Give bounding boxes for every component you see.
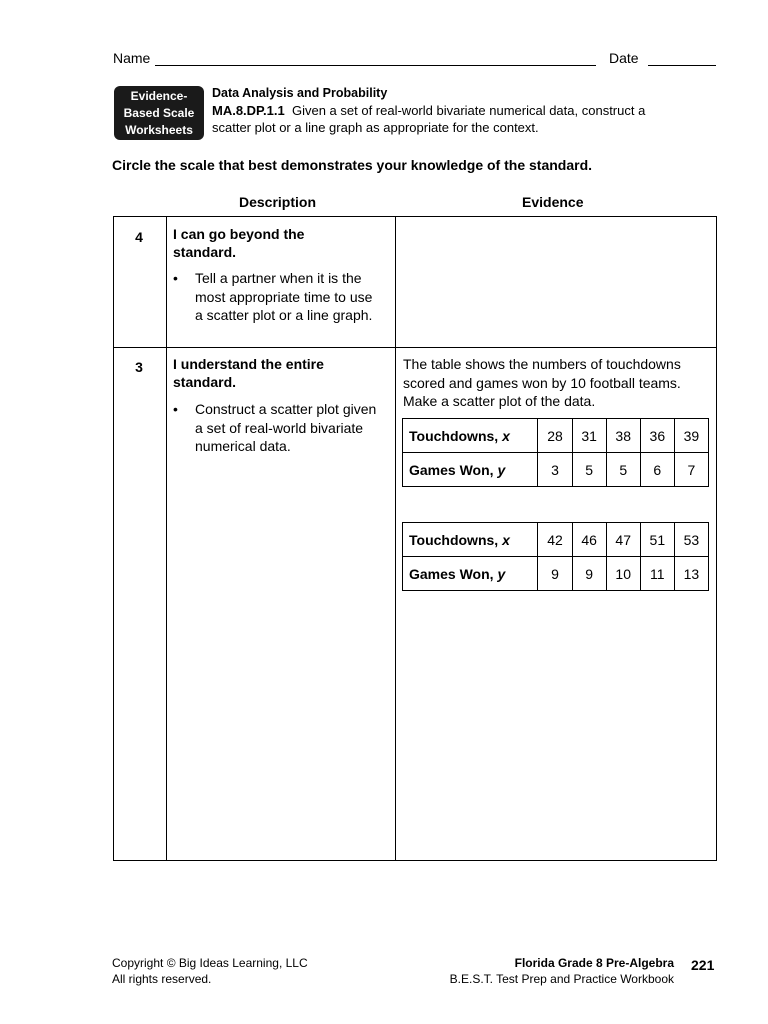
row-3-bullet-item [173, 400, 378, 456]
x-variable: x [502, 427, 510, 444]
table-cell: 42 [538, 523, 572, 557]
bullet-icon: • [173, 270, 178, 286]
table-cell: 39 [674, 419, 708, 453]
table-cell: 46 [572, 523, 606, 557]
standard-topic: Data Analysis and Probability [212, 86, 388, 100]
table-cell: 11 [640, 557, 674, 591]
games-won-row [403, 453, 709, 487]
row-3-title-line-1: I understand the entire [173, 356, 324, 372]
row-3-title [173, 355, 383, 391]
book-subtitle: B.E.S.T. Test Prep and Practice Workbook [449, 972, 674, 986]
table-cell: 53 [674, 523, 708, 557]
y-variable: y [497, 565, 506, 582]
table-cell: 51 [640, 523, 674, 557]
bullet-icon: • [173, 401, 178, 417]
table-cell: 31 [572, 419, 606, 453]
games-won-header [403, 453, 538, 487]
badge-line-3: Worksheets [125, 122, 193, 137]
standard-code: MA.8.DP.1.1 [212, 103, 285, 118]
footer-book-info [450, 955, 674, 987]
touchdowns-header [403, 419, 538, 453]
table-cell: 5 [606, 453, 640, 487]
date-field-line[interactable] [648, 65, 716, 66]
table-cell: 9 [572, 557, 606, 591]
table-cell: 38 [606, 419, 640, 453]
name-label: Name [113, 50, 151, 66]
name-field-line[interactable] [155, 65, 596, 66]
badge-line-1: Evidence- [130, 88, 188, 103]
games-won-label: Games Won, [409, 565, 498, 582]
table-cell: 7 [674, 453, 708, 487]
row-3-evidence-text: The table shows the numbers of touchdowns scored and games won by 10 football teams. Make a scatter plot of the data. [403, 356, 681, 409]
standard-text-1: Given a set of real-world bivariate numerical data, construct a [291, 103, 646, 118]
level-column-divider [166, 217, 167, 860]
games-won-header [403, 557, 538, 591]
games-won-row [403, 557, 709, 591]
badge-line-2: Based Scale [123, 105, 195, 120]
footer-copyright [112, 955, 308, 987]
scale-level-3[interactable]: 3 [135, 359, 143, 375]
scale-level-4[interactable]: 4 [135, 229, 143, 245]
standard-line-1 [212, 103, 645, 118]
table-cell: 47 [606, 523, 640, 557]
row-4-title-line-1: I can go beyond the [173, 226, 305, 242]
table-cell: 13 [674, 557, 708, 591]
games-won-label: Games Won, [409, 461, 498, 478]
data-table-1 [402, 418, 709, 487]
row-4-bullet-text: Tell a partner when it is the most appropriate time to use a scatter plot or a line graph. [195, 270, 373, 323]
row-4-title [173, 225, 383, 261]
table-cell: 6 [640, 453, 674, 487]
table-cell: 9 [538, 557, 572, 591]
table-cell: 28 [538, 419, 572, 453]
touchdowns-row [403, 419, 709, 453]
row-3-title-line-2: standard. [173, 374, 237, 390]
touchdowns-row [403, 523, 709, 557]
description-column-header: Description [239, 194, 317, 210]
touchdowns-label: Touchdowns, [409, 427, 503, 444]
x-variable: x [502, 531, 510, 548]
row-4-bullet-item [173, 269, 378, 325]
y-variable: y [497, 461, 506, 478]
date-label: Date [609, 50, 639, 66]
standard-text-2: scatter plot or a line graph as appropriate for the context. [212, 120, 539, 135]
table-cell: 5 [572, 453, 606, 487]
row-4-evidence-cell[interactable] [396, 218, 715, 345]
row-4-title-line-2: standard. [173, 244, 237, 260]
row-3-bullet-text: Construct a scatter plot given a set of real-world bivariate numerical data. [195, 401, 377, 454]
instructions: Circle the scale that best demonstrates your knowledge of the standard. [112, 157, 593, 173]
table-cell: 3 [538, 453, 572, 487]
evidence-based-scale-badge [114, 86, 204, 140]
copyright-text: Copyright © Big Ideas Learning, LLC [112, 956, 308, 970]
data-table-2 [402, 522, 709, 591]
evidence-column-header: Evidence [522, 194, 584, 210]
book-title: Florida Grade 8 Pre-Algebra [514, 956, 674, 970]
touchdowns-label: Touchdowns, [409, 531, 503, 548]
touchdowns-header [403, 523, 538, 557]
page-number: 221 [691, 957, 715, 973]
row-divider [114, 347, 716, 348]
table-cell: 10 [606, 557, 640, 591]
table-cell: 36 [640, 419, 674, 453]
rights-text: All rights reserved. [112, 972, 212, 986]
